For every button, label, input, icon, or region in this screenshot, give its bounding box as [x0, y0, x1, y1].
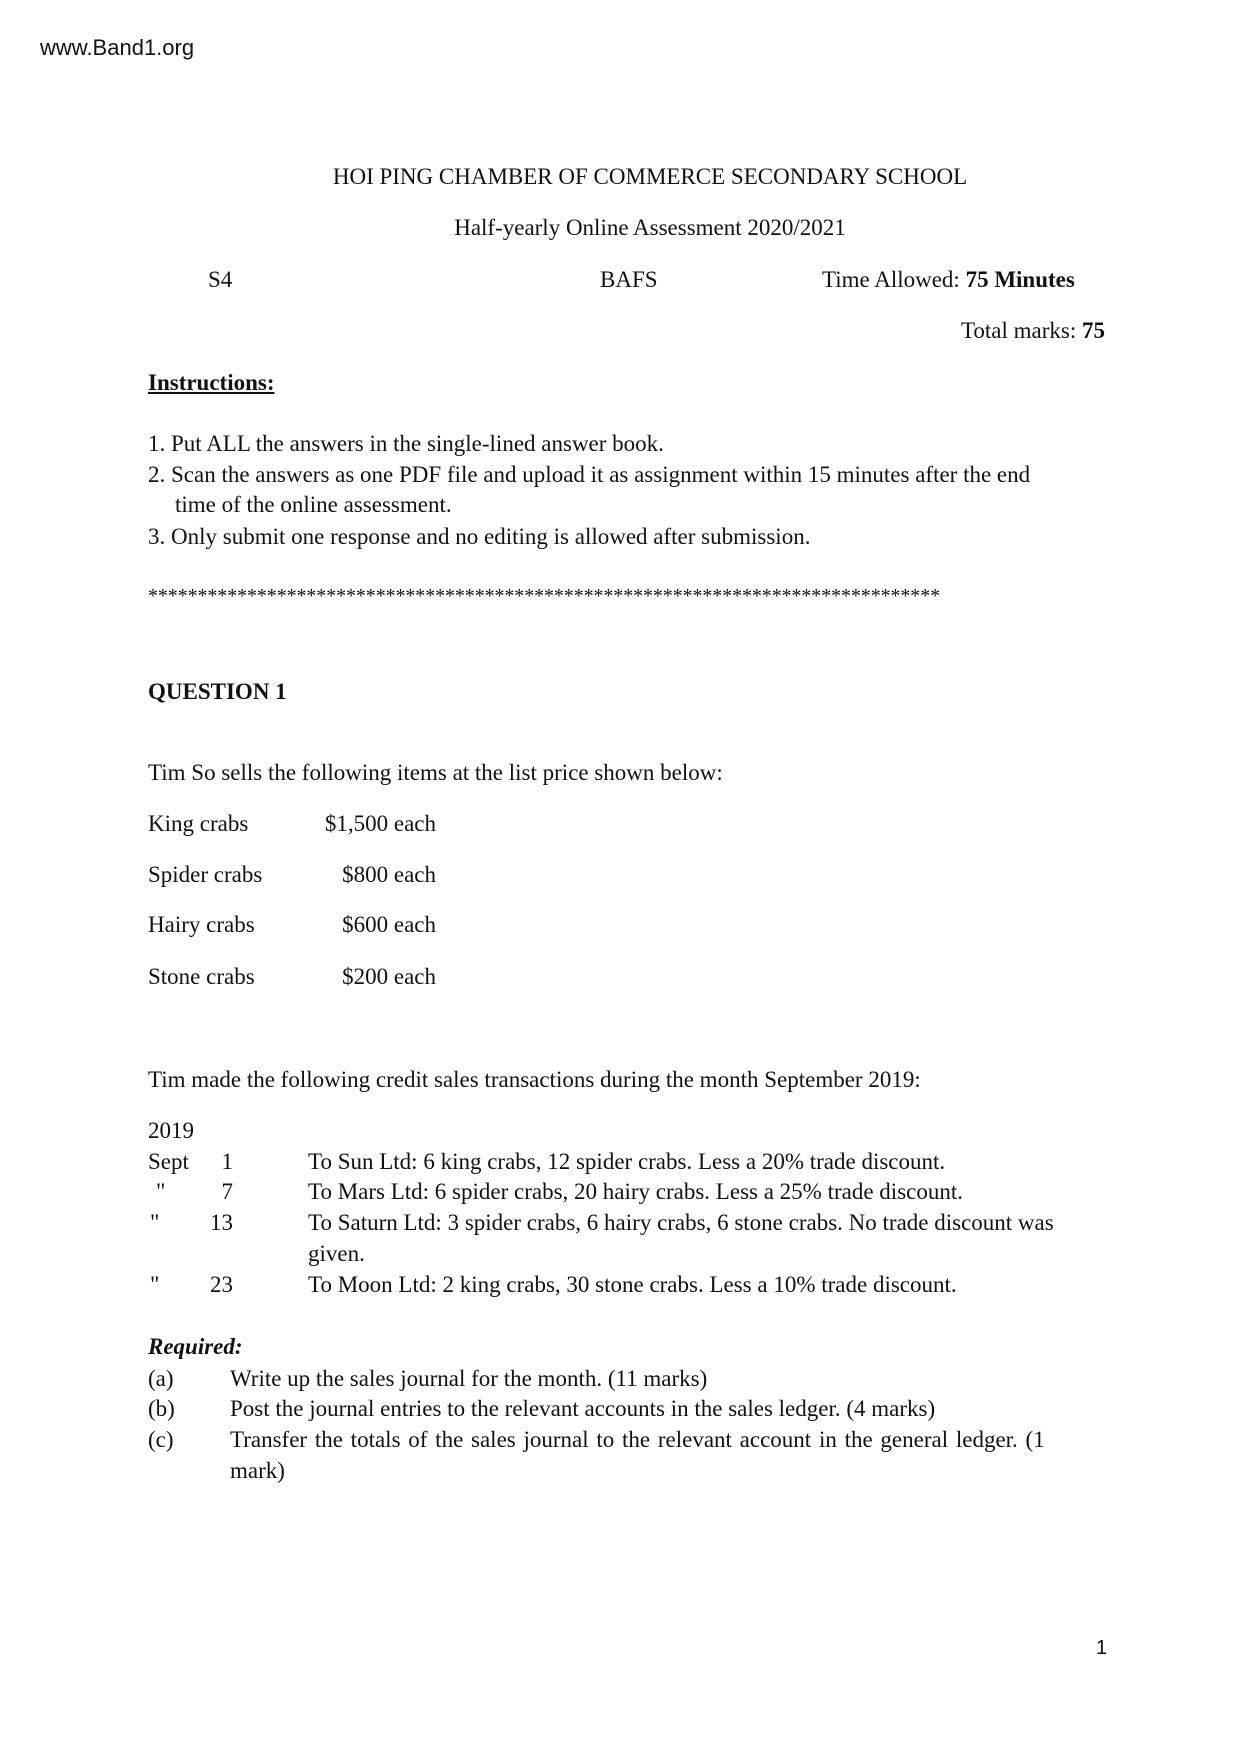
marks-value: 75 — [1082, 318, 1105, 343]
form-label: S4 — [208, 267, 233, 292]
subject-label: BAFS — [600, 267, 658, 292]
time-label: Time Allowed: — [822, 267, 960, 292]
required-label: (b) — [148, 1396, 175, 1421]
transaction-month: " — [150, 1210, 160, 1235]
time-allowed — [822, 266, 1075, 294]
transaction-day: 1 — [221, 1149, 233, 1174]
price-value: $600 each — [342, 912, 436, 937]
price-item: Stone crabs — [148, 964, 255, 989]
transaction-month: " — [150, 1272, 160, 1297]
separator: ******************************************************************************** — [148, 585, 941, 607]
instruction-item: 2. Scan the answers as one PDF file and upload it as assignment within 15 minutes after the end — [148, 462, 1031, 487]
total-marks — [961, 317, 1105, 345]
instructions-title: Instructions: — [148, 370, 275, 395]
required-text: Post the journal entries to the relevant accounts in the sales ledger. (4 marks) — [230, 1396, 936, 1421]
required-title: Required: — [148, 1334, 243, 1359]
required-text: Transfer the totals of the sales journal to the relevant account in the general ledger. (1 — [230, 1427, 1045, 1452]
required-label: (a) — [148, 1366, 174, 1391]
instruction-item-continued: time of the online assessment. — [175, 492, 452, 517]
required-text-continued: mark) — [230, 1458, 285, 1483]
price-item: King crabs — [148, 811, 249, 836]
transaction-day: 7 — [221, 1179, 233, 1204]
watermark: www.Band1.org — [40, 35, 195, 60]
price-value: $200 each — [342, 964, 436, 989]
transaction-day: 23 — [210, 1272, 233, 1297]
transaction-text: To Saturn Ltd: 3 spider crabs, 6 hairy crabs, 6 stone crabs. No trade discount was — [308, 1210, 1054, 1235]
marks-label: Total marks: — [960, 318, 1077, 343]
instruction-item: 3. Only submit one response and no editing is allowed after submission. — [148, 524, 811, 549]
year-label: 2019 — [148, 1118, 194, 1143]
question-intro: Tim So sells the following items at the list price shown below: — [148, 760, 723, 785]
time-value: 75 Minutes — [965, 267, 1075, 292]
transactions-intro: Tim made the following credit sales transactions during the month September 2019: — [148, 1067, 921, 1092]
page-number: 1 — [1096, 1637, 1108, 1659]
transaction-day: 13 — [210, 1210, 233, 1235]
assessment-title: Half-yearly Online Assessment 2020/2021 — [454, 215, 846, 240]
transaction-text: To Sun Ltd: 6 king crabs, 12 spider crabs. Less a 20% trade discount. — [308, 1149, 946, 1174]
price-value: $1,500 each — [324, 811, 436, 836]
transaction-text: To Mars Ltd: 6 spider crabs, 20 hairy crabs. Less a 25% trade discount. — [308, 1179, 963, 1204]
required-label: (c) — [148, 1427, 174, 1452]
price-value: $800 each — [342, 862, 436, 887]
required-text: Write up the sales journal for the month. (11 marks) — [230, 1366, 708, 1391]
question-title: QUESTION 1 — [148, 679, 287, 704]
price-item: Spider crabs — [148, 862, 263, 887]
price-item: Hairy crabs — [148, 912, 255, 937]
transaction-text: To Moon Ltd: 2 king crabs, 30 stone crabs. Less a 10% trade discount. — [308, 1272, 957, 1297]
school-name: HOI PING CHAMBER OF COMMERCE SECONDARY SCHOOL — [332, 164, 968, 189]
transaction-month: Sept — [148, 1149, 189, 1174]
transaction-text-continued: given. — [308, 1241, 365, 1266]
instruction-item: 1. Put ALL the answers in the single-lined answer book. — [148, 431, 664, 456]
transaction-month: " — [156, 1179, 166, 1204]
